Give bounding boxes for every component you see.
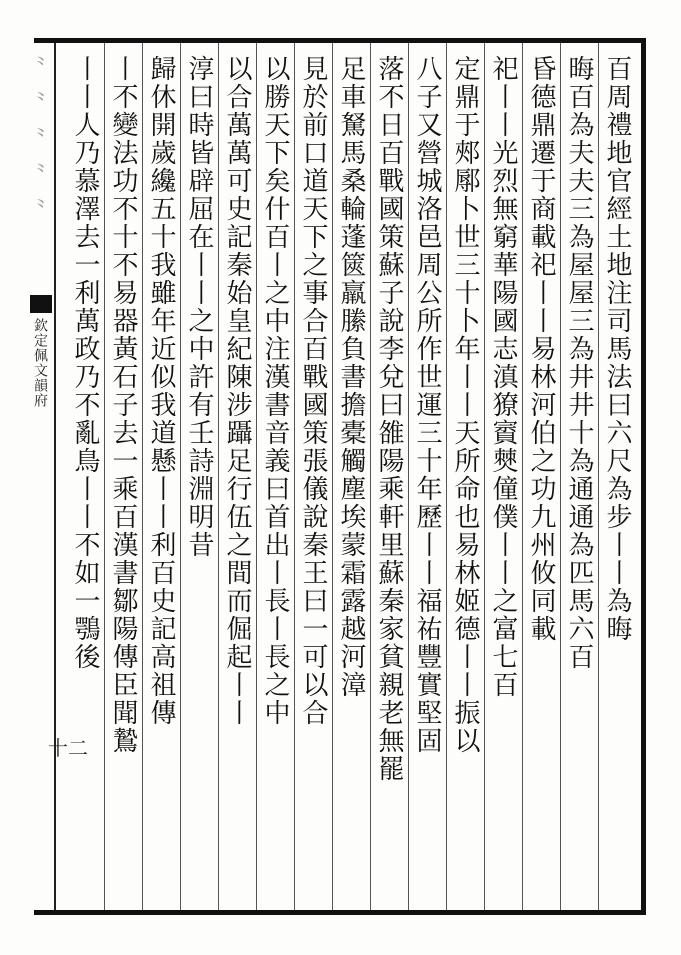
inner-border bbox=[54, 43, 56, 910]
text-column: 足車駑馬桑輪蓬篋羸縢負書擔橐觸塵埃蒙霜露越河漳 bbox=[336, 55, 366, 699]
text-column: 八子又營城洛邑周公所作世運三十年歷丨丨福祐豐實堅固 bbox=[412, 55, 442, 755]
column-divider bbox=[104, 43, 105, 910]
column-divider bbox=[560, 43, 561, 910]
column-divider bbox=[294, 43, 295, 910]
text-column: 丨不變法功不十不易器黃石子去一乘百漢書鄒陽傳臣聞鷙 bbox=[108, 55, 138, 755]
column-divider bbox=[370, 43, 371, 910]
fish-tail-mark bbox=[30, 295, 52, 313]
column-divider bbox=[522, 43, 523, 910]
page-number: 十二 bbox=[48, 736, 88, 760]
text-column: 以合萬萬可史記秦始皇紀陳涉躡足行伍之間而倔起丨丨 bbox=[222, 55, 252, 727]
text-column: 以勝天下矣什百丨之中注漢書音義曰首出丨長丨長之中 bbox=[260, 55, 290, 727]
bleed-through-marks: ⺀ ⺀ ⺀ ⺀ ⺀ bbox=[29, 55, 50, 222]
text-column: 祀丨丨光烈無窮華陽國志滇獠賨僰僮僕丨丨之富七百 bbox=[488, 55, 518, 699]
column-divider bbox=[484, 43, 485, 910]
bottom-border bbox=[34, 910, 646, 915]
text-column: 晦百為夫夫三為屋屋三為井井十為通通為匹馬六百 bbox=[564, 55, 594, 671]
column-divider bbox=[446, 43, 447, 910]
text-column: 百周禮地官經土地注司馬法曰六尺為步丨丨為晦 bbox=[602, 55, 632, 643]
text-column: 昏德鼎遷于商載祀丨丨易林河伯之功九州攸同載 bbox=[526, 55, 556, 643]
column-divider bbox=[218, 43, 219, 910]
column-divider bbox=[180, 43, 181, 910]
right-border bbox=[641, 38, 646, 915]
margin-book-title: 欽定佩文韻府 bbox=[32, 318, 48, 408]
text-column: 落不日百戰國策蘇子說李兌曰雒陽乘軒里蘇秦家貧親老無罷 bbox=[374, 55, 404, 783]
column-divider bbox=[408, 43, 409, 910]
column-divider bbox=[256, 43, 257, 910]
text-column: 丨丨人乃慕澤去一利萬政乃不亂鳥丨丨不如一鶚後 bbox=[70, 55, 100, 671]
text-column: 定鼎于郟鄏卜世三十卜年丨丨天所命也易林姬德丨丨振以 bbox=[450, 55, 480, 755]
text-column: 見於前口道天下之事合百戰國策張儀說秦王曰一可以合 bbox=[298, 55, 328, 727]
top-border bbox=[34, 38, 646, 43]
column-divider bbox=[142, 43, 143, 910]
text-column: 淳曰時皆辟屈在丨丨之中許有壬詩淵明昔 bbox=[184, 55, 214, 559]
column-divider bbox=[598, 43, 599, 910]
column-divider bbox=[332, 43, 333, 910]
text-column: 歸休開歲纔五十我雖年近似我道懸丨丨利百史記高祖傳 bbox=[146, 55, 176, 727]
